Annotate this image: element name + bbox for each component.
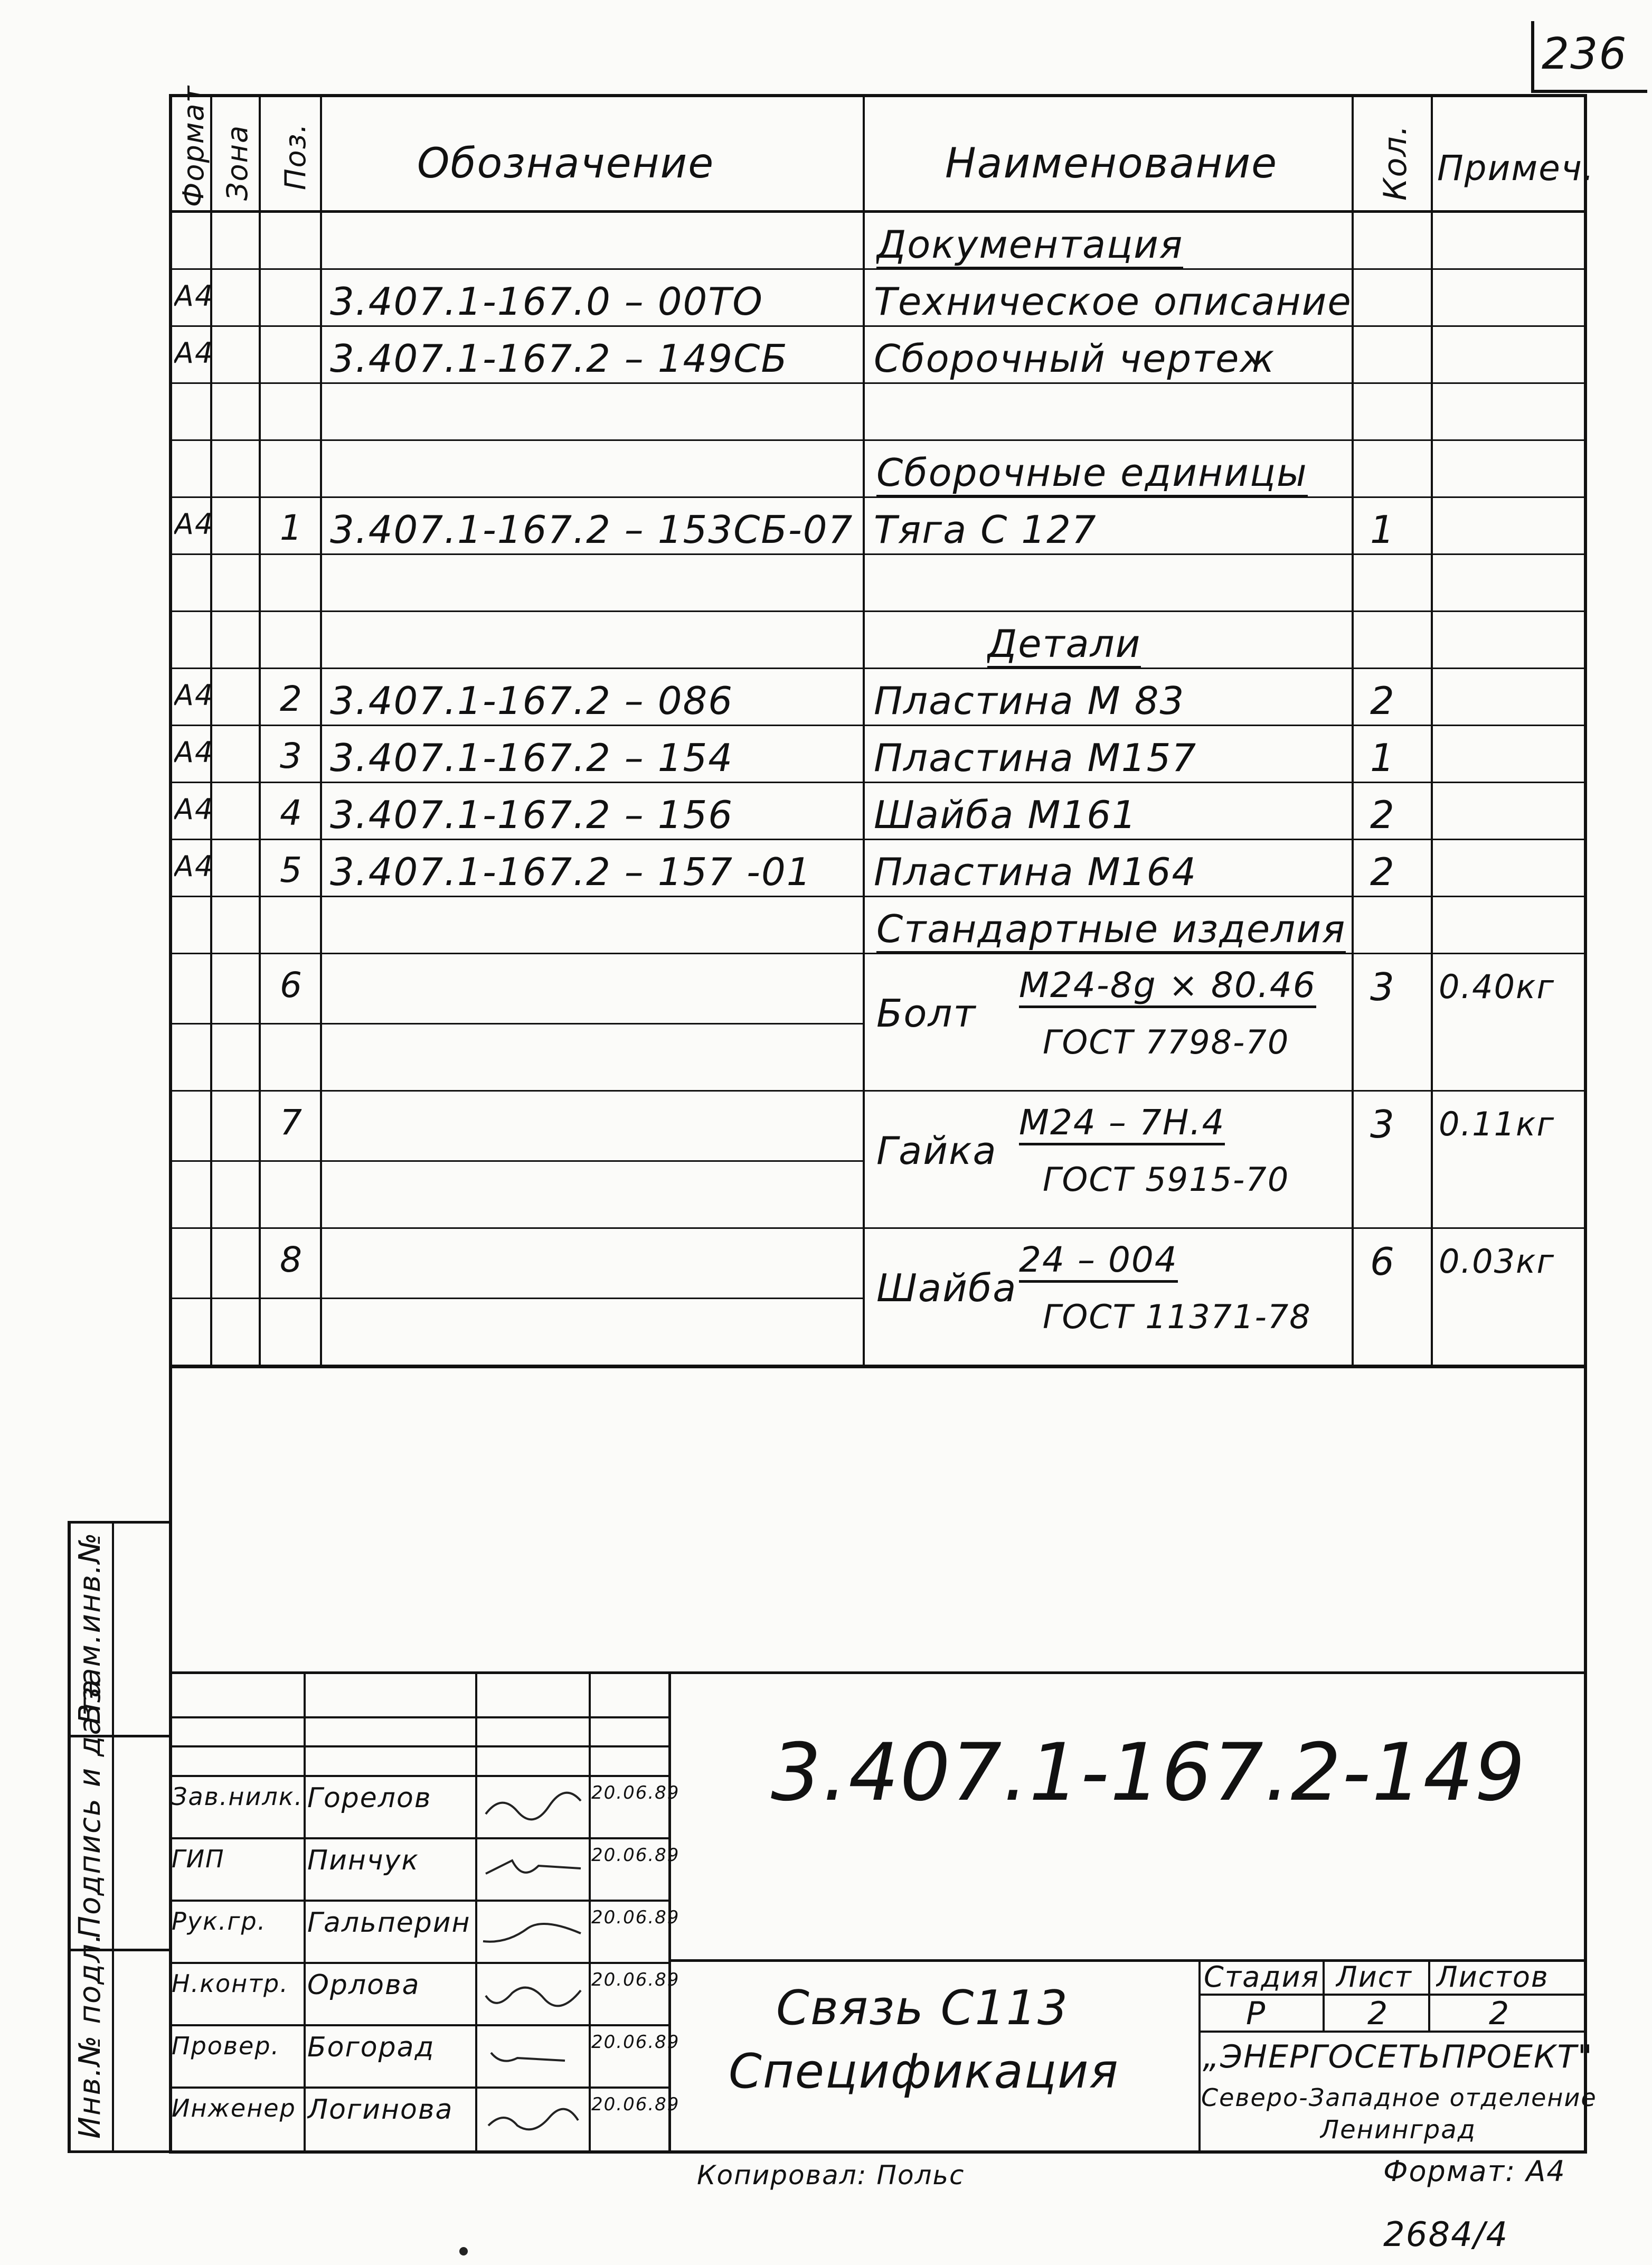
- row-pos: 2: [280, 679, 303, 719]
- sheet-label: Лист: [1336, 1960, 1412, 1994]
- row-qty: 1: [1370, 736, 1395, 780]
- signer-name: Горелов: [307, 1782, 432, 1814]
- signer-role: Н.контр.: [172, 1969, 289, 1998]
- row-designation: 3.407.1-167.2 – 086: [330, 679, 734, 723]
- row-divider: [169, 439, 1587, 441]
- row-divider: [169, 668, 1587, 669]
- row-format: А4: [174, 793, 214, 826]
- row-name: Тяга С 127: [874, 507, 1097, 552]
- signer-name: Логинова: [307, 2094, 454, 2126]
- header-name: Наименование: [945, 140, 1278, 187]
- row-format: А4: [174, 336, 214, 370]
- signature-scribble: [480, 1975, 586, 2017]
- signer-role: Рук.гр.: [172, 1907, 267, 1935]
- row-pos: 3: [280, 736, 303, 776]
- side-replaces-inv: Взам.инв.№: [73, 1531, 107, 1724]
- row-qty: 2: [1370, 679, 1395, 723]
- signer-divider: [169, 1962, 671, 1964]
- row-divider: [169, 839, 1587, 840]
- signer-divider: [169, 2087, 671, 2089]
- row-pos: 1: [280, 507, 303, 548]
- signer-name: Пинчук: [307, 1845, 419, 1876]
- signature-scribble: [480, 1912, 586, 1954]
- std-pos: 7: [280, 1102, 303, 1143]
- std-qty: 6: [1370, 1239, 1395, 1284]
- signer-role: ГИП: [172, 1845, 225, 1873]
- row-format: А4: [174, 736, 214, 769]
- row-name: Документация: [876, 222, 1183, 269]
- signer-date: 20.06.89: [591, 1969, 680, 1990]
- row-name: Пластина М 83: [874, 679, 1185, 723]
- std-spec: М24-8g × 80.46: [1019, 965, 1316, 1008]
- row-designation: 3.407.1-167.2 – 156: [330, 793, 734, 837]
- row-designation: 3.407.1-167.2 – 154: [330, 736, 734, 780]
- std-pos: 8: [280, 1239, 303, 1280]
- std-mid-divider: [169, 1298, 865, 1299]
- frame-bottom: [169, 2150, 1587, 2154]
- row-designation: 3.407.1-167.2 – 149СБ: [330, 336, 788, 381]
- header-qty: Кол.: [1377, 124, 1414, 201]
- std-standard: ГОСТ 7798-70: [1043, 1023, 1290, 1061]
- row-divider: [169, 896, 1587, 897]
- std-note: 0.03кг: [1439, 1242, 1555, 1281]
- sheets-value: 2: [1489, 1995, 1511, 2032]
- std-name: Болт: [876, 991, 977, 1036]
- header-designation: Обозначение: [417, 140, 715, 187]
- sheet-value: 2: [1367, 1995, 1389, 2032]
- signer-date: 20.06.89: [591, 1907, 680, 1928]
- copied-by: Копировал: Польс: [697, 2160, 965, 2191]
- page-number: 236: [1542, 29, 1628, 79]
- std-qty: 3: [1370, 1102, 1395, 1146]
- signature-scribble: [480, 1850, 586, 1892]
- row-designation: 3.407.1-167.0 – 00ТО: [330, 279, 763, 324]
- row-pos: 5: [280, 850, 303, 890]
- org-line2: Северо-Западное отделение: [1201, 2083, 1597, 2112]
- std-mid-divider: [169, 1023, 865, 1025]
- signer-role: Провер.: [172, 2032, 280, 2060]
- row-divider: [169, 610, 1587, 612]
- stage-value: Р: [1246, 1995, 1267, 2032]
- signer-role: Инженер: [172, 2094, 296, 2122]
- std-qty: 3: [1370, 965, 1395, 1009]
- std-standard: ГОСТ 11371-78: [1043, 1298, 1311, 1336]
- row-format: А4: [174, 850, 214, 883]
- signer-divider: [169, 1900, 671, 1902]
- punch-dot: [459, 2247, 468, 2255]
- row-name: Пластина М164: [874, 850, 1197, 894]
- row-designation: 3.407.1-167.2 – 157 -01: [330, 850, 812, 894]
- signature-scribble: [480, 2037, 586, 2079]
- frame-top: [169, 94, 1587, 97]
- row-qty: 1: [1370, 507, 1395, 552]
- signer-divider: [169, 1837, 671, 1839]
- archive-number: 2684/4: [1383, 2215, 1509, 2254]
- std-divider: [169, 1227, 1587, 1229]
- side-signature-date: Подпись и дата: [73, 1678, 107, 1938]
- std-divider: [169, 1090, 1587, 1092]
- org-line3: Ленинград: [1320, 2115, 1476, 2145]
- std-note: 0.40кг: [1439, 967, 1555, 1006]
- row-name: Техническое описание: [874, 279, 1352, 324]
- row-name: Шайба М161: [874, 793, 1137, 837]
- std-note: 0.11кг: [1439, 1105, 1555, 1143]
- sheets-label: Листов: [1436, 1960, 1549, 1994]
- std-mid-divider: [169, 1160, 865, 1162]
- signer-name: Орлова: [307, 1969, 420, 2001]
- row-divider: [169, 382, 1587, 384]
- row-name: Детали: [987, 622, 1141, 669]
- row-divider: [169, 553, 1587, 555]
- title-line2: Спецификация: [729, 2044, 1119, 2099]
- std-divider: [169, 1365, 1587, 1366]
- std-pos: 6: [280, 965, 303, 1005]
- header-format: Формат: [177, 84, 210, 207]
- row-name: Стандартные изделия: [876, 907, 1346, 954]
- signer-name: Богорад: [307, 2032, 435, 2063]
- title-line1: Связь С113: [776, 1980, 1069, 2036]
- signer-date: 20.06.89: [591, 2032, 680, 2053]
- signature-scribble: [480, 1788, 586, 1830]
- signer-divider: [169, 2024, 671, 2026]
- header-pos: Поз.: [279, 123, 312, 190]
- row-designation: 3.407.1-167.2 – 153СБ-07: [330, 507, 854, 552]
- signer-date: 20.06.89: [591, 2094, 680, 2115]
- row-format: А4: [174, 279, 214, 313]
- signer-date: 20.06.89: [591, 1782, 680, 1803]
- std-spec: М24 – 7Н.4: [1019, 1102, 1225, 1145]
- side-inv-no: Инв.№ подл.: [73, 1932, 107, 2139]
- row-name: Сборочные единицы: [876, 450, 1308, 497]
- row-divider: [169, 325, 1587, 327]
- org-line1: „ЭНЕРГОСЕТЬПРОЕКТ": [1203, 2038, 1593, 2075]
- row-name: Сборочный чертеж: [874, 336, 1276, 381]
- row-name: Пластина М157: [874, 736, 1197, 780]
- std-standard: ГОСТ 5915-70: [1043, 1160, 1290, 1199]
- frame-right: [1584, 94, 1587, 2154]
- row-divider: [169, 725, 1587, 726]
- signer-role: Зав.нилк.: [172, 1782, 304, 1811]
- signer-name: Гальперин: [307, 1907, 471, 1939]
- header-zone: Зона: [221, 124, 254, 201]
- row-divider: [169, 782, 1587, 783]
- row-pos: 4: [280, 793, 303, 833]
- row-format: А4: [174, 507, 214, 541]
- signer-date: 20.06.89: [591, 1845, 680, 1866]
- signer-divider: [169, 1775, 671, 1777]
- doc-code: 3.407.1-167.2-149: [771, 1727, 1526, 1819]
- std-name: Гайка: [876, 1129, 997, 1173]
- row-format: А4: [174, 679, 214, 712]
- std-spec: 24 – 004: [1019, 1239, 1178, 1283]
- format-label: Формат: А4: [1383, 2155, 1566, 2188]
- row-qty: 2: [1370, 793, 1395, 837]
- std-name: Шайба: [876, 1266, 1017, 1310]
- stage-label: Стадия: [1204, 1960, 1320, 1994]
- signature-scribble: [480, 2099, 586, 2141]
- row-qty: 2: [1370, 850, 1395, 894]
- header-note: Примеч.: [1437, 148, 1595, 189]
